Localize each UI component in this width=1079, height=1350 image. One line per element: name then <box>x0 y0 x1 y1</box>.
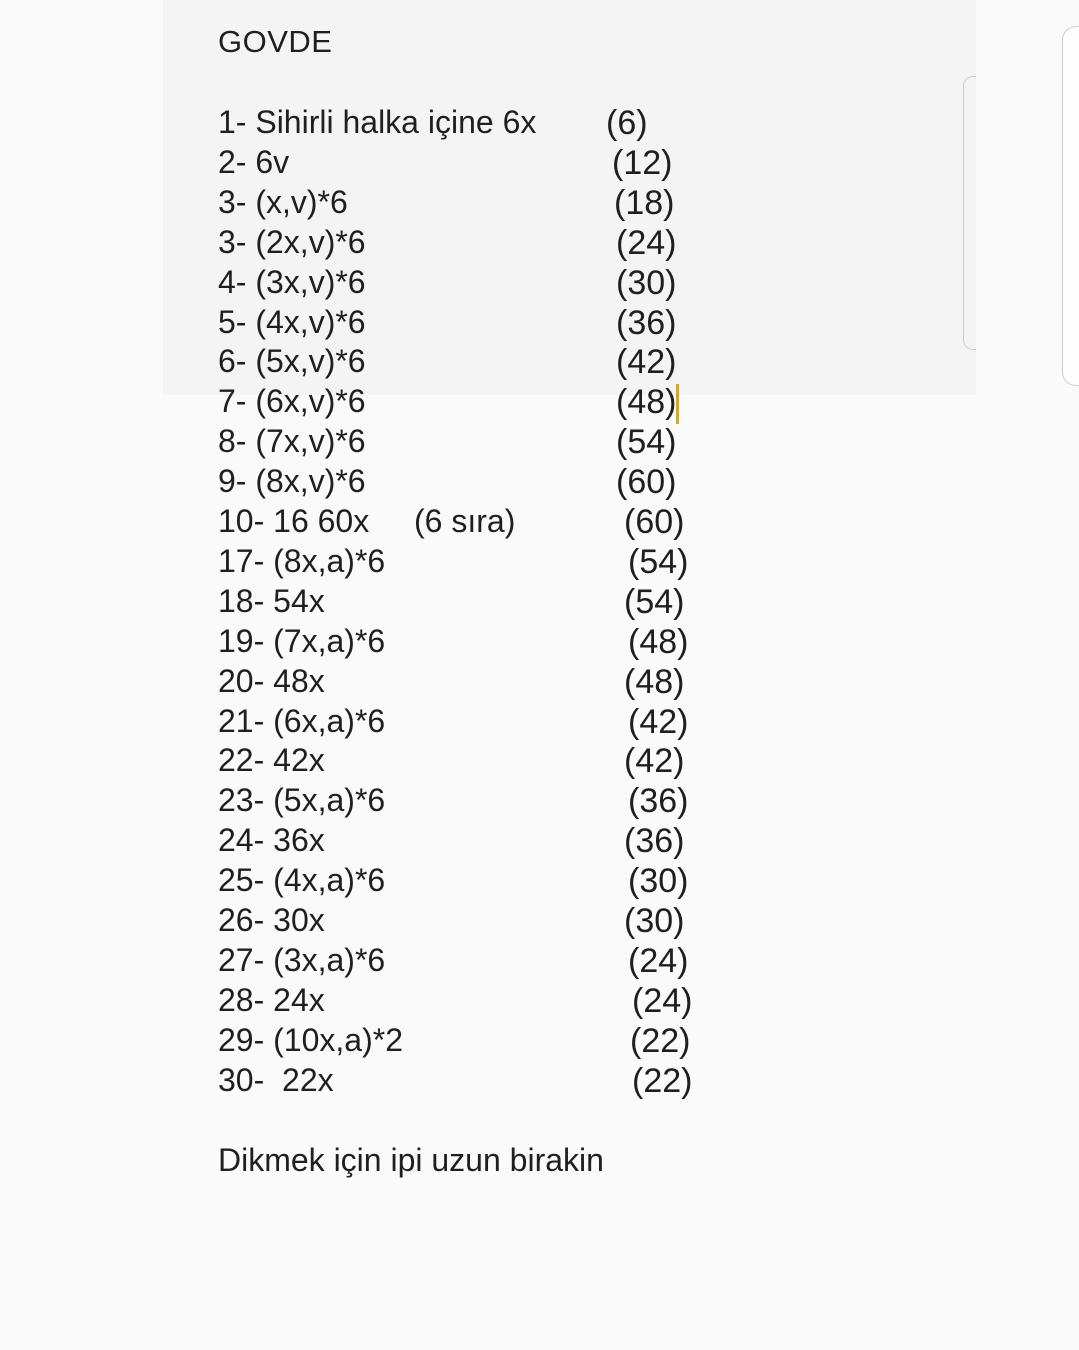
pattern-row <box>0 782 1079 822</box>
pattern-row <box>0 224 1079 264</box>
row-instruction: 2- 6v <box>218 143 290 180</box>
pattern-row <box>0 942 1079 982</box>
row-instruction: 18- 54x <box>218 582 325 619</box>
row-instruction: 22- 42x <box>218 742 325 779</box>
row-stitch-count: (54) <box>616 423 677 462</box>
row-stitch-count: (24) <box>628 941 689 980</box>
row-instruction: 20- 48x <box>218 662 325 699</box>
row-instruction: 6- (5x,v)*6 <box>218 343 366 380</box>
pattern-row <box>0 623 1079 663</box>
row-stitch-count: (36) <box>628 782 689 821</box>
row-stitch-count: (24) <box>632 981 693 1020</box>
row-instruction: 19- (7x,a)*6 <box>218 622 386 659</box>
pattern-row <box>0 423 1079 463</box>
pattern-row <box>0 982 1079 1022</box>
row-instruction: 7- (6x,v)*6 <box>218 383 366 420</box>
row-instruction: 28- 24x <box>218 981 325 1018</box>
row-instruction: 9- (8x,v)*6 <box>218 463 366 500</box>
pattern-row <box>0 304 1079 344</box>
row-instruction: 29- (10x,a)*2 <box>218 1021 403 1058</box>
row-stitch-count: (60) <box>624 503 685 541</box>
row-stitch-count: (30) <box>628 862 689 901</box>
pattern-row <box>0 663 1079 703</box>
row-stitch-count: (42) <box>628 702 689 741</box>
row-stitch-count: (48) <box>616 383 677 422</box>
note-footer: Dikmek için ipi uzun birakin <box>218 1142 604 1178</box>
row-stitch-count: (22) <box>630 1021 691 1060</box>
row-stitch-count: (60) <box>616 463 677 502</box>
text-cursor <box>676 384 679 424</box>
row-stitch-count: (42) <box>624 742 685 781</box>
row-instruction: 21- (6x,a)*6 <box>218 702 386 739</box>
row-instruction: 10- 16 60x <box>218 503 370 539</box>
row-stitch-count: (36) <box>616 303 677 342</box>
row-stitch-count: (48) <box>628 622 689 661</box>
pattern-row <box>0 1022 1079 1062</box>
row-stitch-count: (48) <box>624 662 685 701</box>
pattern-row <box>0 583 1079 623</box>
pattern-row <box>0 264 1079 304</box>
row-stitch-count: (6) <box>606 104 648 142</box>
row-instruction: 26- 30x <box>218 902 325 938</box>
row-instruction: 3- (x,v)*6 <box>218 183 348 220</box>
row-stitch-count: (30) <box>616 263 677 302</box>
note-title: GOVDE <box>218 24 333 59</box>
row-note: (6 sıra) <box>414 503 516 539</box>
row-instruction: 27- (3x,a)*6 <box>218 941 386 978</box>
row-instruction: 3- (2x,v)*6 <box>218 223 366 260</box>
row-stitch-count: (22) <box>632 1061 693 1100</box>
pattern-row <box>0 822 1079 862</box>
pattern-row <box>0 543 1079 583</box>
pattern-row <box>0 703 1079 743</box>
pattern-row <box>0 862 1079 902</box>
row-stitch-count: (18) <box>614 183 675 222</box>
edge-panel-handle[interactable] <box>1062 26 1079 386</box>
row-stitch-count: (54) <box>624 582 685 621</box>
pattern-row <box>0 503 1079 543</box>
row-instruction: 1- Sihirli halka içine 6x <box>218 104 537 140</box>
pattern-row <box>0 383 1079 423</box>
row-stitch-count: (42) <box>616 343 677 382</box>
row-instruction: 4- (3x,v)*6 <box>218 263 366 300</box>
row-instruction: 5- (4x,v)*6 <box>218 303 366 340</box>
row-instruction: 8- (7x,v)*6 <box>218 423 366 460</box>
row-stitch-count: (54) <box>628 542 689 581</box>
pattern-row <box>0 742 1079 782</box>
row-instruction: 23- (5x,a)*6 <box>218 782 386 819</box>
row-stitch-count: (30) <box>624 902 685 940</box>
pattern-row <box>0 343 1079 383</box>
pattern-row <box>0 184 1079 224</box>
row-instruction: 24- 36x <box>218 822 325 859</box>
row-stitch-count: (24) <box>616 223 677 262</box>
row-stitch-count: (36) <box>624 822 685 861</box>
pattern-row <box>0 1062 1079 1102</box>
pattern-row <box>0 463 1079 503</box>
row-instruction: 17- (8x,a)*6 <box>218 542 386 579</box>
row-instruction: 25- (4x,a)*6 <box>218 862 386 899</box>
pattern-row <box>0 104 1079 144</box>
pattern-row <box>0 902 1079 942</box>
scroll-handle[interactable] <box>963 76 976 350</box>
row-instruction: 30- 22x <box>218 1061 334 1098</box>
pattern-row <box>0 144 1079 184</box>
row-stitch-count: (12) <box>612 143 673 182</box>
